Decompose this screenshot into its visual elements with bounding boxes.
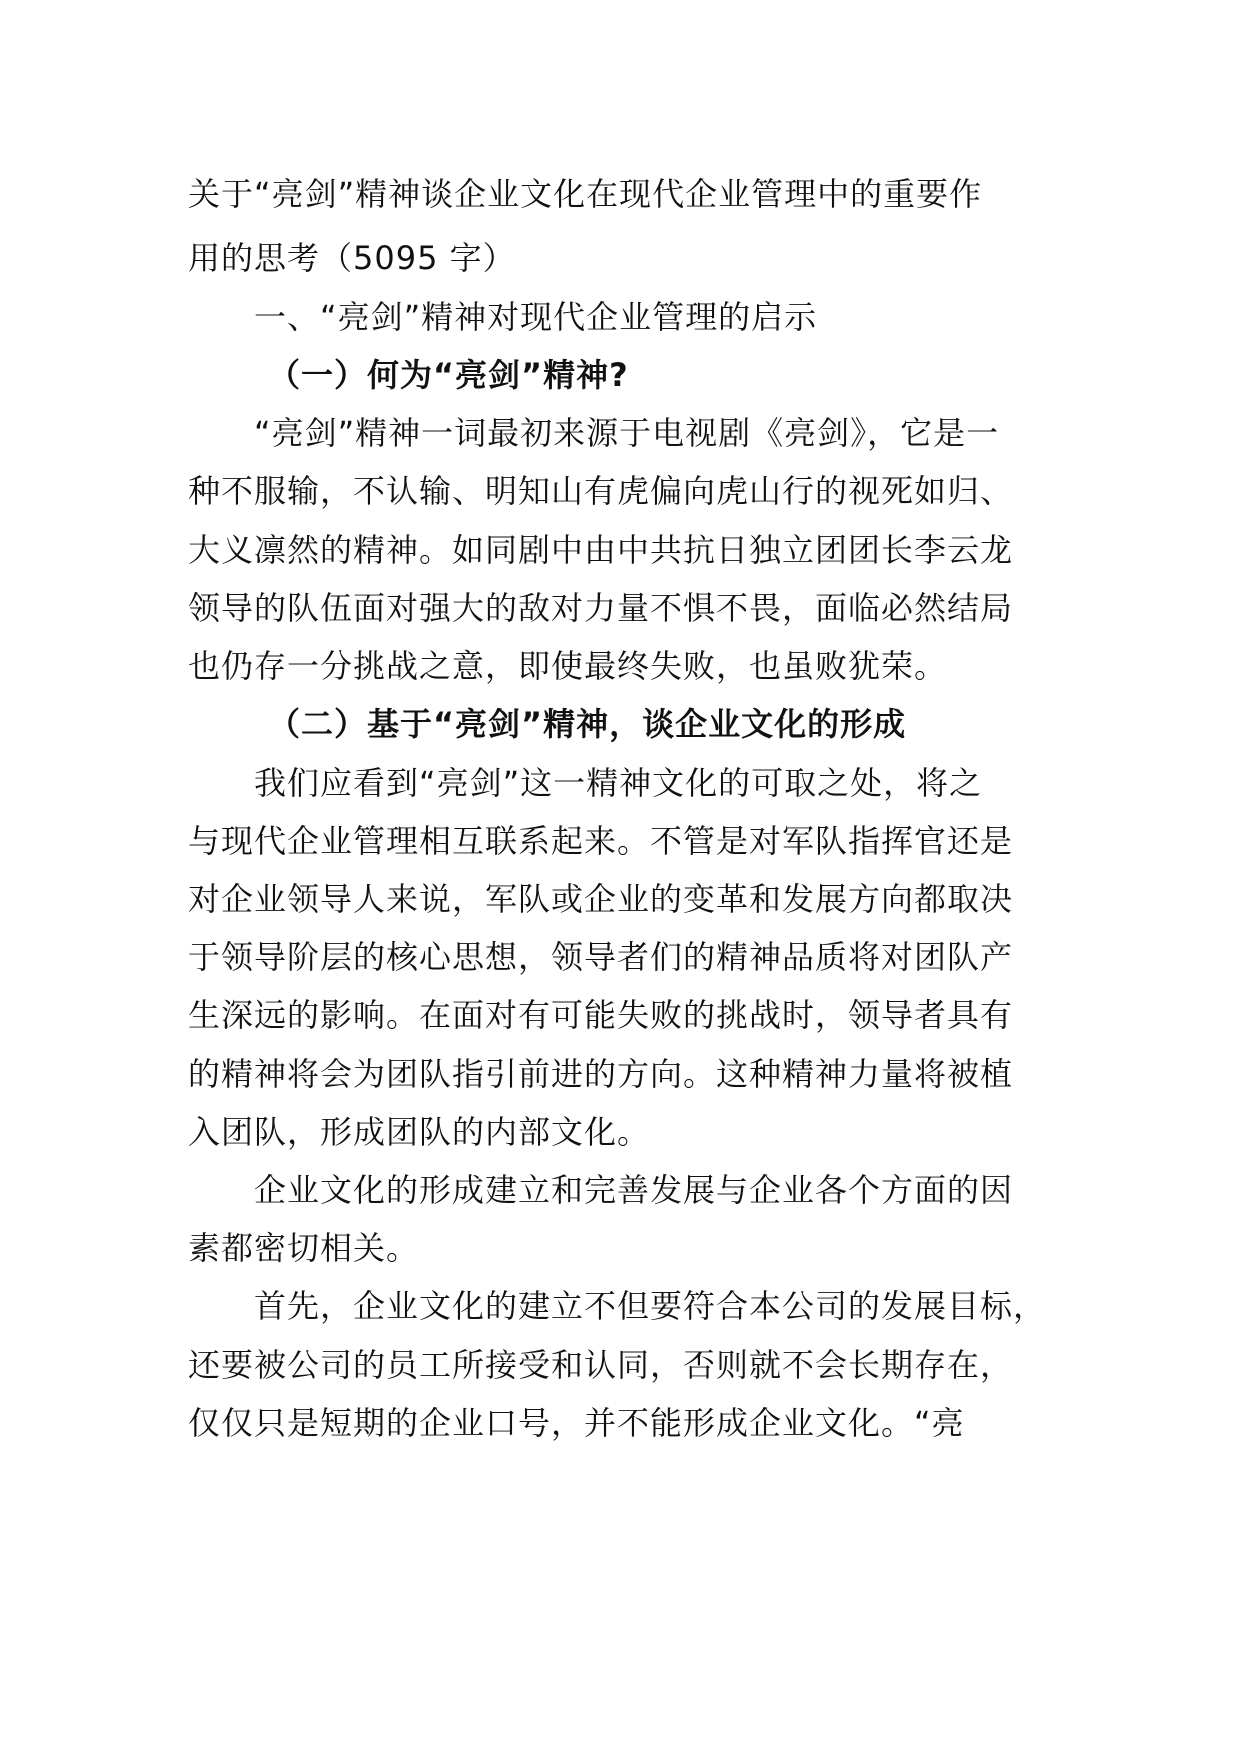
paragraph-2-line-5: 生深远的影响。在面对有可能失败的挑战时，领导者具有 <box>188 996 1014 1034</box>
paragraph-2-line-6: 的精神将会为团队指引前进的方向。这种精神力量将被植 <box>188 1055 1014 1093</box>
paragraph-3-line-2: 素都密切相关。 <box>188 1229 420 1267</box>
paragraph-1-line-4: 领导的队伍面对强大的敌对力量不惧不畏，面临必然结局 <box>188 589 1014 627</box>
paragraph-1-line-1: “亮剑”精神一词最初来源于电视剧《亮剑》，它是一 <box>254 414 1000 452</box>
paragraph-2-line-4: 于领导阶层的核心思想，领导者们的精神品质将对团队产 <box>188 938 1014 976</box>
paragraph-4-line-2: 还要被公司的员工所接受和认同，否则就不会长期存在， <box>188 1346 1014 1384</box>
section-heading-1: 一、“亮剑”精神对现代企业管理的启示 <box>254 298 818 336</box>
paragraph-2-line-1: 我们应看到“亮剑”这一精神文化的可取之处，将之 <box>254 764 983 802</box>
paragraph-4-line-3: 仅仅只是短期的企业口号，并不能形成企业文化。“亮 <box>188 1404 965 1442</box>
paragraph-3-line-1: 企业文化的形成建立和完善发展与企业各个方面的因 <box>254 1171 1014 1209</box>
document-title-line-2: 用的思考（5095 字） <box>188 239 516 277</box>
paragraph-4-line-1: 首先，企业文化的建立不但要符合本公司的发展目标， <box>254 1287 1047 1325</box>
paragraph-2-line-2: 与现代企业管理相互联系起来。不管是对军队指挥官还是 <box>188 822 1014 860</box>
document-title-line-1: 关于“亮剑”精神谈企业文化在现代企业管理中的重要作 <box>188 175 983 213</box>
paragraph-1-line-3: 大义凛然的精神。如同剧中由中共抗日独立团团长李云龙 <box>188 531 1014 569</box>
paragraph-1-line-5: 也仍存一分挑战之意，即使最终失败，也虽败犹荣。 <box>188 647 948 685</box>
subsection-heading-1: （一）何为“亮剑”精神? <box>268 356 629 394</box>
paragraph-2-line-3: 对企业领导人来说，军队或企业的变革和发展方向都取决 <box>188 880 1014 918</box>
subsection-heading-2: （二）基于“亮剑”精神，谈企业文化的形成 <box>268 705 907 743</box>
paragraph-1-line-2: 种不服输，不认输、明知山有虎偏向虎山行的视死如归、 <box>188 472 1014 510</box>
paragraph-2-line-7: 入团队，形成团队的内部文化。 <box>188 1113 651 1151</box>
